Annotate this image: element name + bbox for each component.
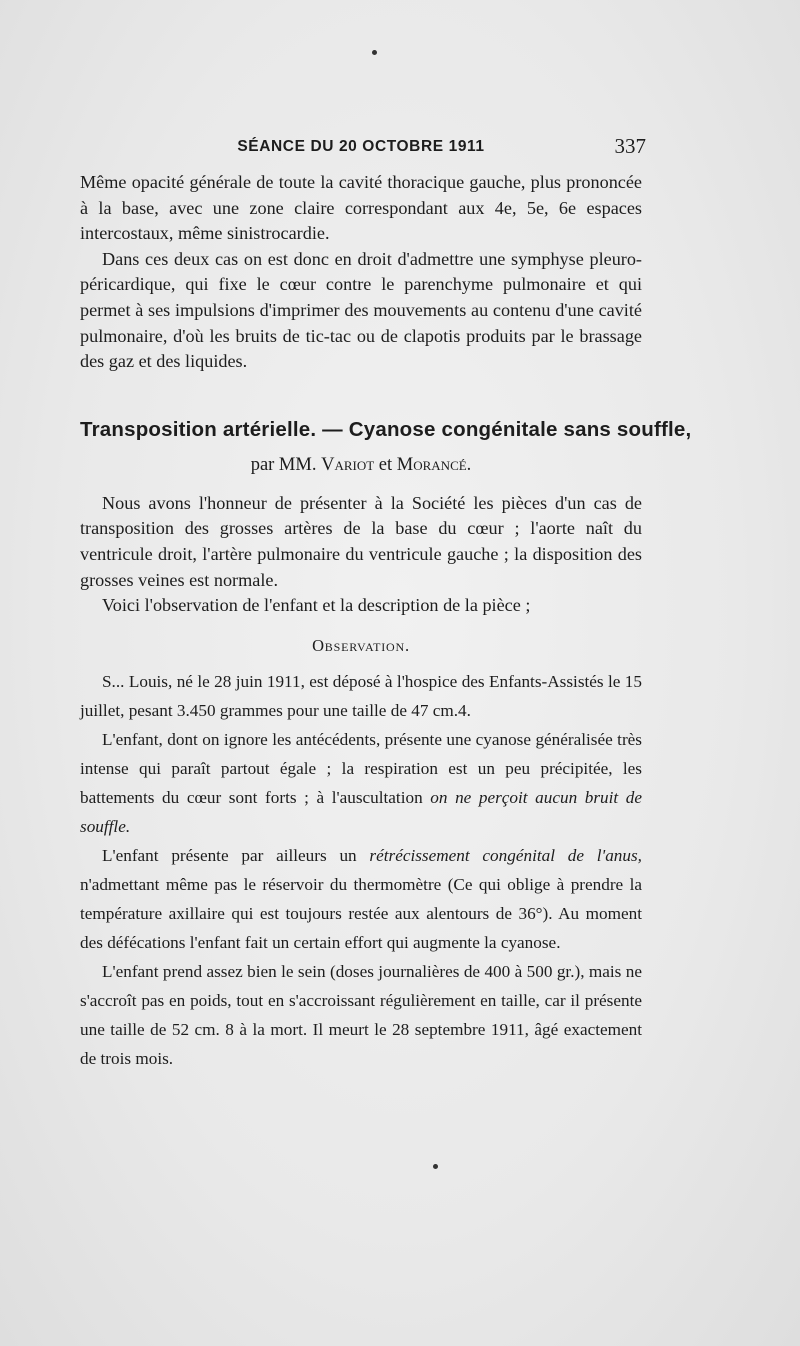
- page-number: 337: [614, 134, 646, 158]
- observation-text: L'enfant présente par ailleurs un: [102, 845, 357, 865]
- observation-paragraph: S... Louis, né le 28 juin 1911, est déposé à l'hospice des Enfants-Assistés le 15 juillet, pesant 3.450 grammes pour une taille de 47 cm.4.: [80, 671, 642, 720]
- body-paragraph: Voici l'observation de l'enfant et la description de la pièce ;: [102, 595, 531, 616]
- observation-heading: Observation.: [312, 635, 410, 655]
- authors-join: et: [378, 454, 393, 475]
- article-title: Transposition artérielle. — Cyanose congénitale sans souffle,: [80, 417, 692, 441]
- observation-paragraph: [80, 725, 642, 841]
- intro-paragraph: Même opacité générale de toute la cavité thoracique gauche, plus prononcée à la base, avec une zone claire correspondant aux 4e, 5e, 6e espaces intercostaux, même sinistrocardie.: [80, 172, 642, 244]
- article-authors: [80, 453, 642, 477]
- page-content: [80, 134, 692, 1073]
- running-header: [80, 134, 646, 170]
- observation-text: L'enfant, dont on ignore les antécédents, présente une cyanose généralisée très intense qui paraît partout égale ; la respiration est un peu précipitée, les battements du cœur sont forts ; à l'auscultation: [80, 729, 642, 807]
- running-header-title: SÉANCE DU 20 OCTOBRE 1911: [237, 138, 485, 155]
- observation-paragraph: [80, 841, 642, 957]
- body-paragraph: Nous avons l'honneur de présenter à la Société les pièces d'un cas de transposition des grosses artères de la base du cœur ; l'aorte naît du ventricule droit, l'artère pulmonaire du ventricule gauche ; la disposition des grosses veines est normale.: [80, 492, 642, 590]
- intro-paragraph: Dans ces deux cas on est donc en droit d'admettre une symphyse pleuro-péricardique, qui fixe le cœur contre le parenchyme pulmonaire et qui permet à ses impulsions d'imprimer des mouvements au contenu d'une cavité pulmonaire, d'où les bruits de tic-tac ou de clapotis produits par le brassage des gaz et des liquides.: [80, 248, 642, 372]
- observation-italic-text: on ne perçoit aucun bruit de souffle.: [80, 787, 643, 836]
- observation-italic-text: rétrécissement congénital de l'anus,: [369, 845, 642, 865]
- print-speck: [372, 50, 377, 55]
- authors-prefix: par MM.: [250, 454, 317, 475]
- print-speck: [433, 1164, 438, 1169]
- observation-text: n'admettant même pas le réservoir du thermomètre (Ce qui oblige à prendre la température axillaire qui est toujours restée aux alentours de 36°). Au moment des défécations l'enfant fait un certain effort qui augmente la cyanose.: [80, 874, 642, 952]
- author-name: Variot: [321, 454, 375, 475]
- author-name: Morancé.: [396, 454, 472, 475]
- observation-paragraph: L'enfant prend assez bien le sein (doses journalières de 400 à 500 gr.), mais ne s'accroît pas en poids, tout en s'accroissant régulièrement en taille, car il présente une taille de 52 cm. 8 à la mort. Il meurt le 28 septembre 1911, âgé exactement de trois mois.: [80, 961, 642, 1068]
